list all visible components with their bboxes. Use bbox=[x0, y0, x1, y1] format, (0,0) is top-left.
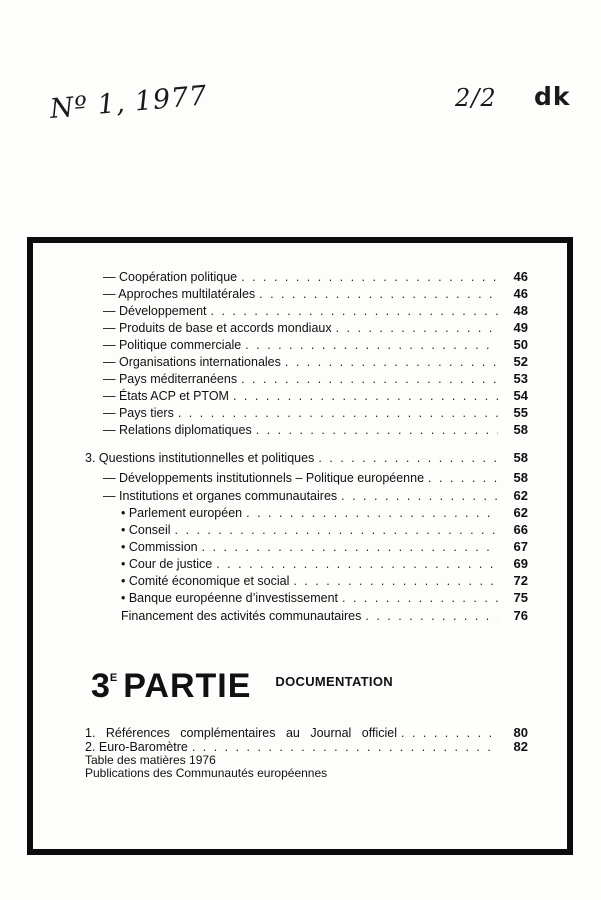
leader-dots bbox=[246, 505, 498, 521]
leader-dots bbox=[293, 573, 498, 589]
toc-label: — Développements institutionnels – Politique européenne bbox=[103, 471, 425, 485]
toc-label: 3. Questions institutionnelles et politiques bbox=[85, 451, 315, 465]
toc-page: 69 bbox=[513, 556, 528, 571]
leader-dots bbox=[259, 286, 498, 302]
toc-page: 58 bbox=[513, 470, 528, 485]
documentation-line bbox=[85, 767, 327, 780]
toc-label: — Produits de base et accords mondiaux bbox=[103, 321, 332, 335]
leader-dots bbox=[428, 470, 498, 486]
toc-label: Publications des Communautés européennes bbox=[85, 766, 328, 780]
toc-label: — États ACP et PTOM bbox=[103, 389, 229, 403]
toc-label: — Politique commerciale bbox=[103, 338, 242, 352]
toc-subentry bbox=[121, 556, 528, 572]
toc-label: — Coopération politique bbox=[103, 270, 238, 284]
toc-page: 75 bbox=[513, 590, 528, 605]
toc-subentry bbox=[121, 522, 528, 538]
part-number: 3 bbox=[91, 667, 110, 705]
leader-dots bbox=[285, 354, 498, 370]
leader-dots bbox=[202, 539, 498, 555]
toc-label: • Banque européenne d’investissement bbox=[121, 591, 339, 605]
handwritten-page-count: 2/2 bbox=[455, 84, 497, 112]
leader-dots bbox=[241, 371, 498, 387]
leader-dots bbox=[365, 608, 498, 624]
leader-dots bbox=[341, 488, 498, 504]
toc-entry bbox=[103, 371, 528, 387]
toc-page: 76 bbox=[513, 608, 528, 623]
toc-page: 54 bbox=[513, 388, 528, 403]
toc-label: Financement des activités communautaires bbox=[121, 609, 362, 623]
leader-dots bbox=[233, 388, 498, 404]
toc-page: 62 bbox=[513, 488, 528, 503]
toc-entry bbox=[103, 354, 528, 370]
leader-dots bbox=[256, 422, 498, 438]
toc-page: 72 bbox=[513, 573, 528, 588]
toc-label: • Conseil bbox=[121, 523, 171, 537]
toc-page: 82 bbox=[513, 739, 528, 754]
toc-entry bbox=[103, 286, 528, 302]
toc-subentry bbox=[121, 590, 528, 606]
toc-page: 53 bbox=[513, 371, 528, 386]
contents-frame bbox=[27, 237, 573, 855]
leader-dots bbox=[241, 269, 498, 285]
toc-entry bbox=[103, 303, 528, 319]
handwritten-issue-note: Nº 1, 1977 bbox=[48, 80, 209, 125]
toc-page: 62 bbox=[513, 505, 528, 520]
toc-label: — Relations diplomatiques bbox=[103, 423, 252, 437]
leader-dots bbox=[342, 590, 498, 606]
toc-label: — Organisations internationales bbox=[103, 355, 281, 369]
leader-dots bbox=[336, 320, 498, 336]
toc-entry bbox=[103, 388, 528, 404]
toc-label: • Commission bbox=[121, 540, 198, 554]
toc-page: 52 bbox=[513, 354, 528, 369]
toc-entry bbox=[121, 608, 528, 624]
part-subtitle: DOCUMENTATION bbox=[275, 674, 393, 689]
toc-page: 80 bbox=[513, 725, 528, 740]
toc-page: 46 bbox=[513, 286, 528, 301]
toc-label: — Institutions et organes communautaires bbox=[103, 489, 338, 503]
toc-section-heading bbox=[85, 450, 528, 466]
toc-subentry bbox=[121, 539, 528, 555]
toc-page: 58 bbox=[513, 450, 528, 465]
leader-dots bbox=[178, 405, 498, 421]
toc-label: • Parlement européen bbox=[121, 506, 243, 520]
toc-label: — Développement bbox=[103, 304, 207, 318]
part-number-superscript: E bbox=[109, 672, 118, 684]
toc-label: 2. Euro-Baromètre bbox=[85, 740, 188, 754]
toc-subentry bbox=[121, 573, 528, 589]
toc-label: • Comité économique et social bbox=[121, 574, 290, 588]
leader-dots bbox=[216, 556, 498, 572]
part-three-heading bbox=[91, 669, 393, 703]
toc-entry bbox=[103, 422, 528, 438]
toc-subentry bbox=[121, 505, 528, 521]
toc-entry bbox=[103, 269, 528, 285]
toc-entry bbox=[103, 470, 528, 486]
toc-label: • Cour de justice bbox=[121, 557, 213, 571]
toc-label: — Pays tiers bbox=[103, 406, 174, 420]
leader-dots bbox=[318, 450, 498, 466]
toc-page: 48 bbox=[513, 303, 528, 318]
toc-entry bbox=[103, 337, 528, 353]
toc-page: 55 bbox=[513, 405, 528, 420]
toc-entry bbox=[103, 320, 528, 336]
part-word: PARTIE bbox=[123, 667, 252, 705]
toc-page: 46 bbox=[513, 269, 528, 284]
toc-page: 50 bbox=[513, 337, 528, 352]
toc-entry bbox=[103, 405, 528, 421]
leader-dots bbox=[175, 522, 498, 538]
toc-label: — Approches multilatérales bbox=[103, 287, 256, 301]
leader-dots bbox=[192, 739, 498, 755]
toc-page: 67 bbox=[513, 539, 528, 554]
toc-page: 49 bbox=[513, 320, 528, 335]
handwritten-initials: dk bbox=[534, 82, 571, 111]
toc-label: — Pays méditerranéens bbox=[103, 372, 238, 386]
toc-page: 58 bbox=[513, 422, 528, 437]
toc-entry bbox=[103, 488, 528, 504]
toc-page: 66 bbox=[513, 522, 528, 537]
leader-dots bbox=[245, 337, 498, 353]
leader-dots bbox=[211, 303, 498, 319]
toc-label: 1. Références complémentaires au Journal officiel bbox=[85, 726, 397, 740]
toc-label: Table des matières 1976 bbox=[85, 753, 216, 767]
